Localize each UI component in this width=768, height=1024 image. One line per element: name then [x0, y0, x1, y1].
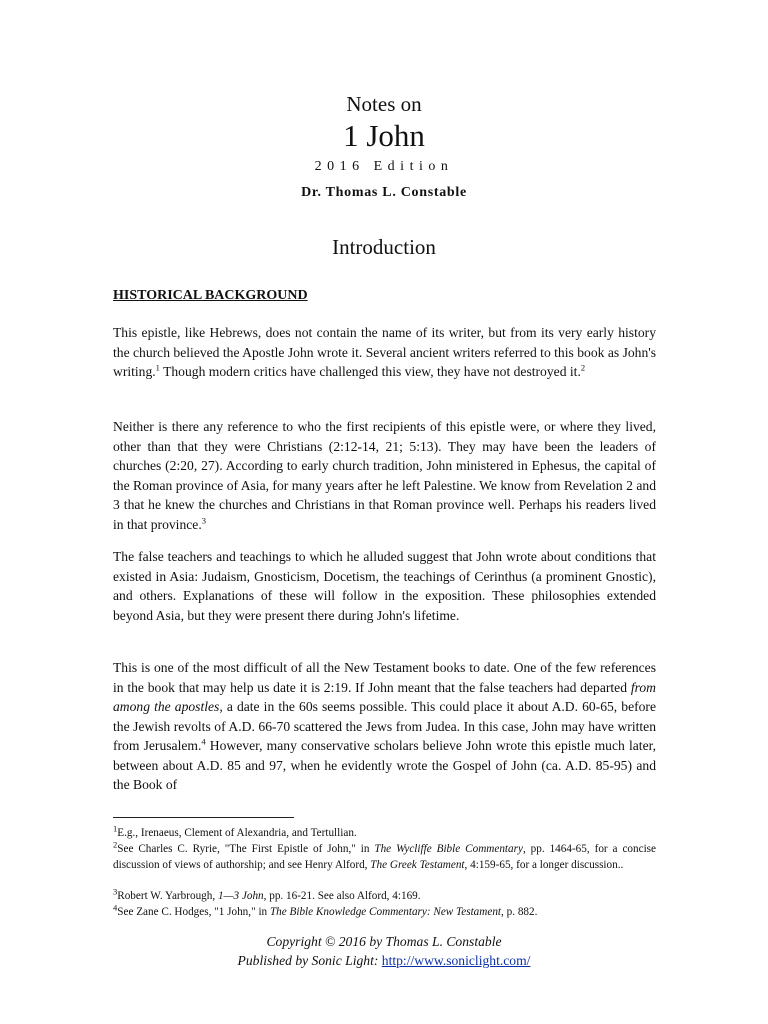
footnote-ref[interactable]: 1 [155, 362, 160, 373]
footnote-text: See Charles C. Ryrie, "The First Epistle of John," in [117, 843, 375, 855]
paragraph-text: The false teachers and teachings to which he alluded suggest that John wrote about conditions that existed in Asia: Judaism, Gnosticism, Docetism, the teachings of Cerinthus (a prominent Gnostic), and others. Explanations of these will follow in the exposition. These philosophies extended beyond Asia, but they were present there during John's lifetime. [113, 549, 656, 623]
footnote [113, 902, 656, 921]
footnote-number: 4 [113, 902, 118, 913]
footnote-text: , pp. 1464-65, for a concise discussion of views of authorship; and see Henry Alford, [113, 843, 656, 871]
footnote-text: See Zane C. Hodges, "1 John," in [117, 906, 270, 918]
publisher-label: Published by Sonic Light: [237, 953, 382, 968]
paragraph [113, 547, 656, 625]
footnote [113, 823, 656, 842]
footnote-emphasis: 1—3 John [217, 890, 264, 902]
title-notes-on: Notes on [346, 92, 422, 116]
footnote-text: Robert W. Yarbrough, [117, 890, 218, 902]
footnote-text: , p. 882. [501, 906, 538, 918]
footnote [113, 839, 656, 873]
footnote-ref[interactable]: 4 [201, 736, 206, 747]
footnote-number: 2 [113, 839, 118, 850]
paragraph-text: Neither is there any reference to who the first recipients of this epistle were, or where they lived, other than that they were Christians (2:12-14, 21; 5:13). They may have been the leaders of churches (2:20, 27). According to early church tradition, John ministered in Ephesus, the capital of the Roman province of Asia, for many years after he left Palestine. We know from Revelation 2 and 3 that he knew the churches and Christians in that Roman province well. Perhaps his readers lived in that province. [113, 419, 656, 532]
footnote-number: 1 [113, 823, 118, 834]
section-title: Introduction [332, 235, 436, 259]
footnote-emphasis: The Greek Testament [370, 858, 465, 871]
section-heading: HISTORICAL BACKGROUND [113, 288, 308, 303]
footnote-text: E.g., Irenaeus, Clement of Alexandria, and Tertullian. [117, 827, 357, 839]
edition-label: 2016 Edition [314, 159, 454, 174]
publisher-line [0, 953, 768, 969]
website-link[interactable]: http://www.soniclight.com/ [381, 953, 531, 968]
emphasis-text: from among the apostles [113, 679, 656, 714]
paragraph-text: This is one of the most difficult of all the New Testament books to date. One of the few references in the book that may help us date it is 2:19. If John meant that the false teachers had departed [113, 660, 656, 695]
paragraph-text: Though modern critics have challenged this view, they have not destroyed it. [159, 364, 581, 379]
author-name: Dr. Thomas L. Constable [301, 185, 467, 200]
footnote-text: , pp. 16-21. See also Alford, 4:169. [263, 890, 421, 902]
book-title: 1 John [343, 118, 425, 153]
paragraph-text: This epistle, like Hebrews, does not contain the name of its writer, but from its very early history the church believed the Apostle John wrote it. Several ancient writers referred to this book as John's writing. [113, 325, 656, 379]
footnote-ref[interactable]: 2 [580, 362, 586, 373]
paragraph [113, 323, 656, 382]
footnote-number: 3 [113, 886, 118, 897]
footnote-emphasis: The Bible Knowledge Commentary: New Testament [269, 906, 502, 918]
paragraph-text: , a date in the 60s seems possible. This could place it about A.D. 60-65, before the Jewish revolts of A.D. 66-70 scattered the Jews from Judea. In this case, John may have written from Jerusalem. [113, 699, 656, 753]
paragraph [113, 658, 656, 795]
footnote [113, 886, 656, 905]
paragraph-text: However, many conservative scholars believe John wrote this epistle much later, between about A.D. 85 and 97, when he evidently wrote the Gospel of John (ca. A.D. 85-95) and the Book of [113, 738, 656, 792]
footnote-text: , 4:159-65, for a longer discussion.. [464, 858, 624, 871]
paragraph [113, 417, 656, 534]
copyright-line: Copyright © 2016 by Thomas L. Constable [266, 934, 502, 949]
footnote-emphasis: The Wycliffe Bible Commentary [374, 843, 523, 855]
footnote-divider [113, 817, 294, 818]
footnote-ref[interactable]: 3 [201, 514, 206, 525]
